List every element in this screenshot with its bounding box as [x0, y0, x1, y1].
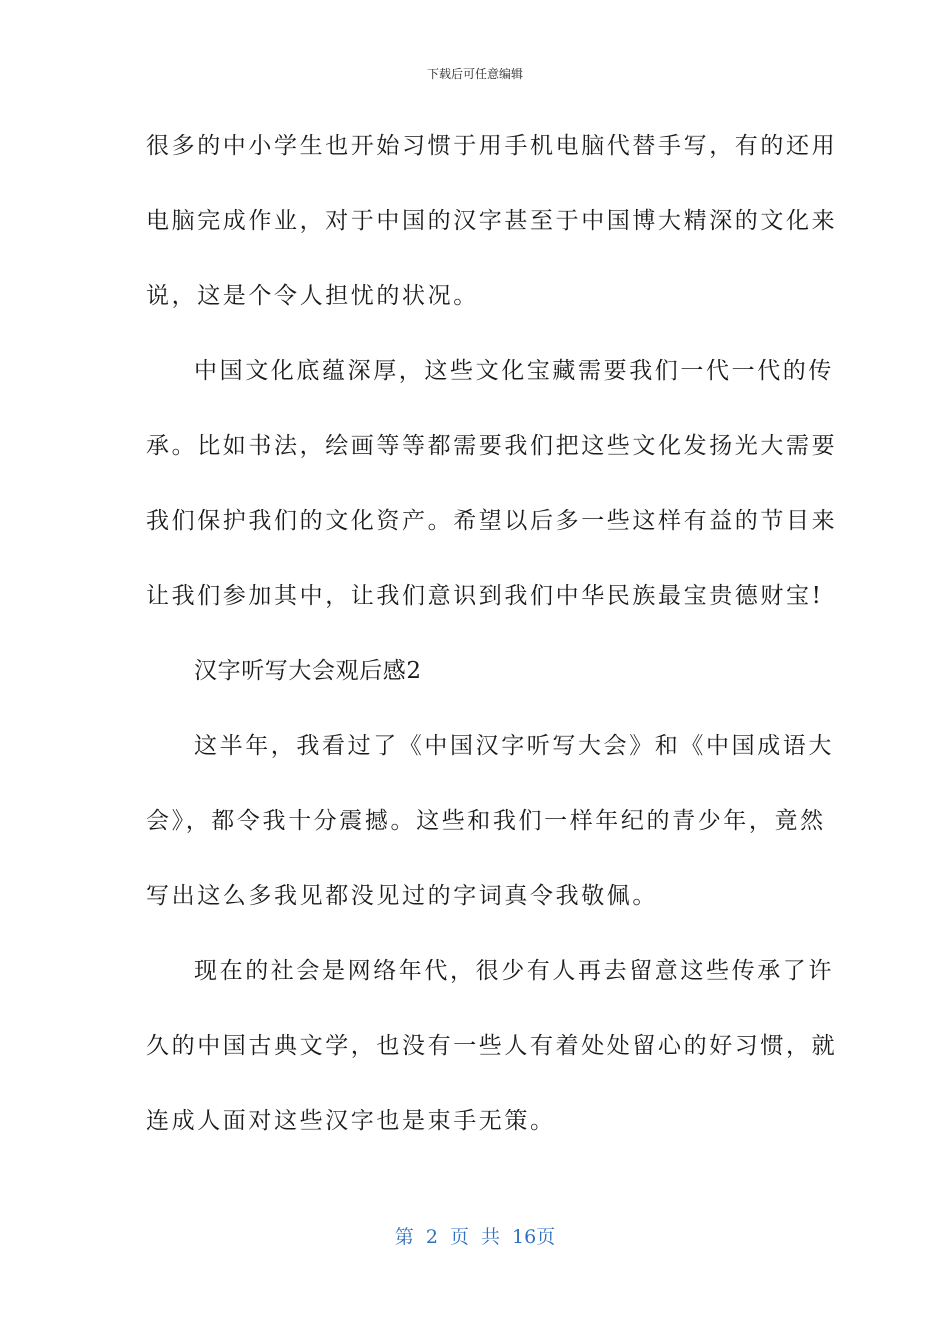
text-line: 承。比如书法，绘画等等都需要我们把这些文化发扬光大需要: [146, 433, 838, 459]
document-body: [146, 124, 838, 1174]
page-number-footer: 第 2 页 共 16页: [394, 1226, 556, 1248]
text-line: 久的中国古典文学，也没有一些人有着处处留心的好习惯，就: [146, 1033, 838, 1059]
text-line: 写出这么多我见都没见过的字词真令我敬佩。: [146, 883, 658, 909]
text-line: 会》，都令我十分震撼。这些和我们一样年纪的青少年，竟然: [146, 808, 826, 834]
text-line: 很多的中小学生也开始习惯于用手机电脑代替手写，有的还用: [146, 133, 838, 159]
page-header-note: 下载后可任意编辑: [426, 67, 523, 81]
section-heading: 汉字听写大会观后感2: [194, 658, 422, 684]
text-line: 连成人面对这些汉字也是束手无策。: [146, 1108, 556, 1134]
paragraph-start-line: 现在的社会是网络年代，很少有人再去留意这些传承了许: [194, 958, 834, 984]
text-line: 电脑完成作业，对于中国的汉字甚至于中国博大精深的文化来: [146, 208, 838, 234]
text-line: 我们保护我们的文化资产。希望以后多一些这样有益的节目来: [146, 508, 838, 534]
text-line: 让我们参加其中，让我们意识到我们中华民族最宝贵德财宝!: [146, 583, 824, 609]
paragraph-start-line: 中国文化底蕴深厚，这些文化宝藏需要我们一代一代的传: [194, 358, 834, 384]
paragraph-start-line: 这半年，我看过了《中国汉字听写大会》和《中国成语大: [194, 733, 834, 759]
text-line: 说，这是个令人担忧的状况。: [146, 283, 479, 309]
